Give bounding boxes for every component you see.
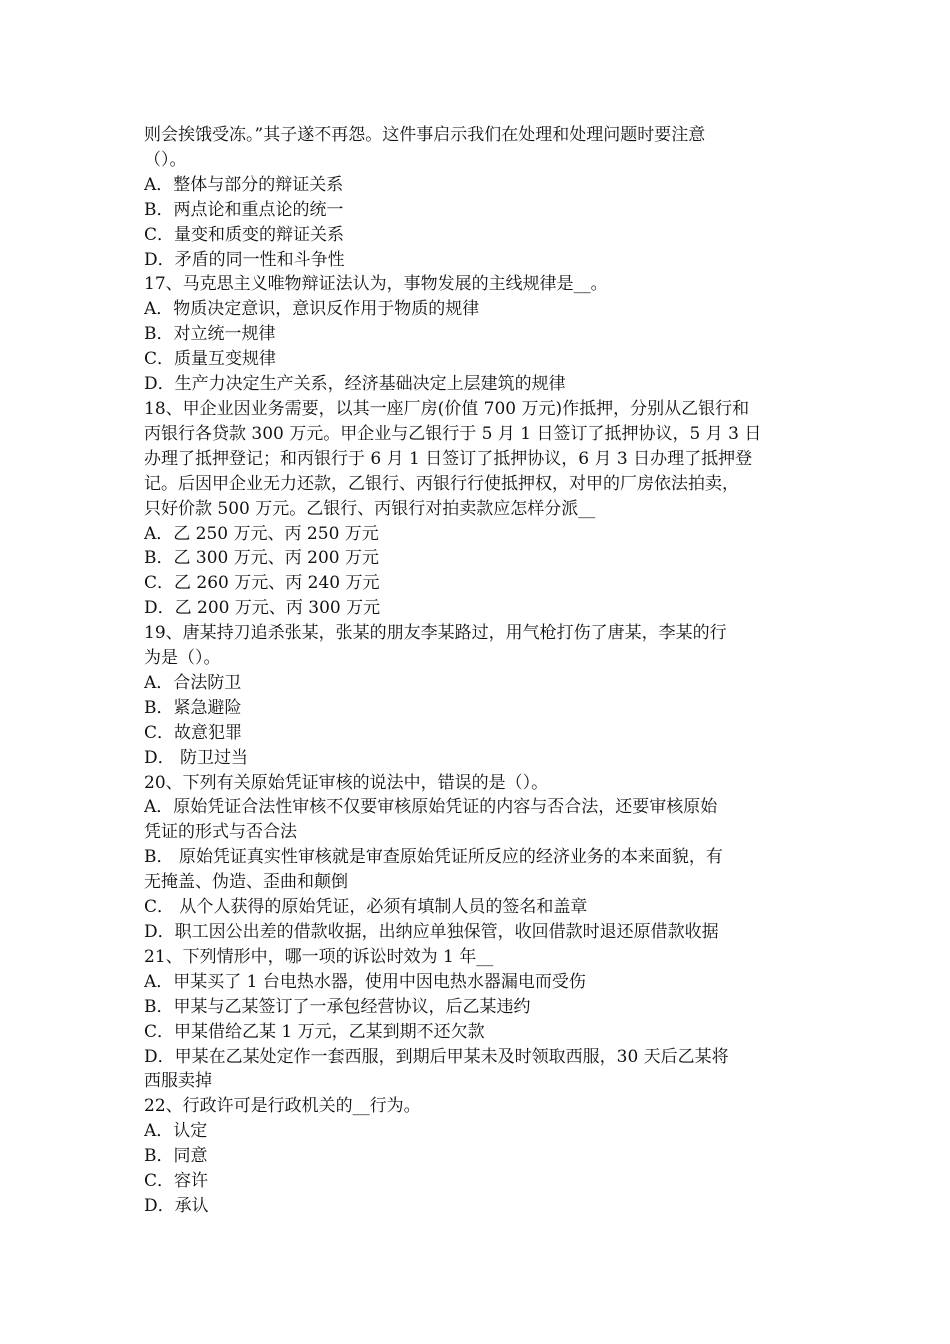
question-20: 20、下列有关原始凭证审核的说法中，错误的是（）。 xyxy=(144,772,549,793)
text-line: 无掩盖、伪造、歪曲和颠倒 xyxy=(144,872,348,893)
option-c: C．故意犯罪 xyxy=(144,722,243,743)
question-19: 19、唐某持刀追杀张某，张某的朋友李某路过，用气枪打伤了唐某，李某的行 xyxy=(144,623,727,644)
text-line: 只好价款 500 万元。乙银行、丙银行对拍卖款应怎样分派__ xyxy=(144,498,596,519)
option-d: D． 防卫过当 xyxy=(144,747,249,768)
option-d: D．矛盾的同一性和斗争性 xyxy=(144,249,345,270)
option-c: C．量变和质变的辩证关系 xyxy=(144,224,345,245)
option-c: C．乙 260 万元、丙 240 万元 xyxy=(144,573,380,594)
question-22: 22、行政许可是行政机关的__行为。 xyxy=(144,1096,421,1117)
option-d: D．甲某在乙某处定作一套西服，到期后甲某未及时领取西服，30 天后乙某将 xyxy=(144,1046,729,1067)
option-a: A．整体与部分的辩证关系 xyxy=(144,174,344,195)
option-c: C．容许 xyxy=(144,1171,209,1192)
option-a: A．原始凭证合法性审核不仅要审核原始凭证的内容与否合法，还要审核原始 xyxy=(144,797,718,818)
question-17: 17、马克思主义唯物辩证法认为，事物发展的主线规律是__。 xyxy=(144,274,608,295)
option-d: D．职工因公出差的借款收据，出纳应单独保管，收回借款时退还原借款收据 xyxy=(144,922,719,942)
option-d: D．乙 200 万元、丙 300 万元 xyxy=(144,598,381,619)
option-c: C．质量互变规律 xyxy=(144,349,277,370)
option-d: D．生产力决定生产关系，经济基础决定上层建筑的规律 xyxy=(144,374,566,395)
option-a: A．甲某买了 1 台电热水器，使用中因电热水器漏电而受伤 xyxy=(144,971,586,992)
question-18: 18、甲企业因业务需要，以其一座厂房(价值 700 万元)作抵押，分别从乙银行和 xyxy=(144,398,750,419)
option-c: C． 从个人获得的原始凭证，必须有填制人员的签名和盖章 xyxy=(144,897,588,918)
option-b: B． 原始凭证真实性审核就是审查原始凭证所反应的经济业务的本来面貌，有 xyxy=(144,847,723,868)
option-a: A．认定 xyxy=(144,1121,208,1142)
option-b: B．对立统一规律 xyxy=(144,324,276,345)
option-a: A．物质决定意识，意识反作用于物质的规律 xyxy=(144,299,480,320)
option-b: B．乙 300 万元、丙 200 万元 xyxy=(144,548,380,569)
text-line: 记。后因甲企业无力还款，乙银行、丙银行行使抵押权，对甲的厂房依法拍卖， xyxy=(144,473,739,494)
text-line: 丙银行各贷款 300 万元。甲企业与乙银行于 5 月 1 日签订了抵押协议，5 月 3 日 xyxy=(144,423,762,444)
text-line: 办理了抵押登记；和丙银行于 6 月 1 日签订了抵押协议，6 月 3 日办理了抵押登 xyxy=(144,448,753,469)
option-a: A．乙 250 万元、丙 250 万元 xyxy=(144,523,379,544)
text-line: 则会挨饿受冻。”其子遂不再怨。这件事启示我们在处理和处理问题时要注意 xyxy=(144,125,706,145)
text-line: 凭证的形式与否合法 xyxy=(144,822,297,843)
document-page xyxy=(144,123,824,1219)
option-a: A．合法防卫 xyxy=(144,672,242,693)
text-line: （）。 xyxy=(144,149,187,170)
question-21: 21、下列情形中，哪一项的诉讼时效为 1 年__ xyxy=(144,946,494,967)
option-b: B．紧急避险 xyxy=(144,697,242,718)
option-b: B．甲某与乙某签订了一承包经营协议，后乙某违约 xyxy=(144,996,531,1017)
option-b: B．两点论和重点论的统一 xyxy=(144,199,344,220)
option-c: C．甲某借给乙某 1 万元，乙某到期不还欠款 xyxy=(144,1021,485,1042)
option-b: B．同意 xyxy=(144,1146,208,1167)
text-line: 为是（）。 xyxy=(144,648,221,669)
text-line: 西服卖掉 xyxy=(144,1071,212,1092)
option-d: D．承认 xyxy=(144,1195,209,1216)
